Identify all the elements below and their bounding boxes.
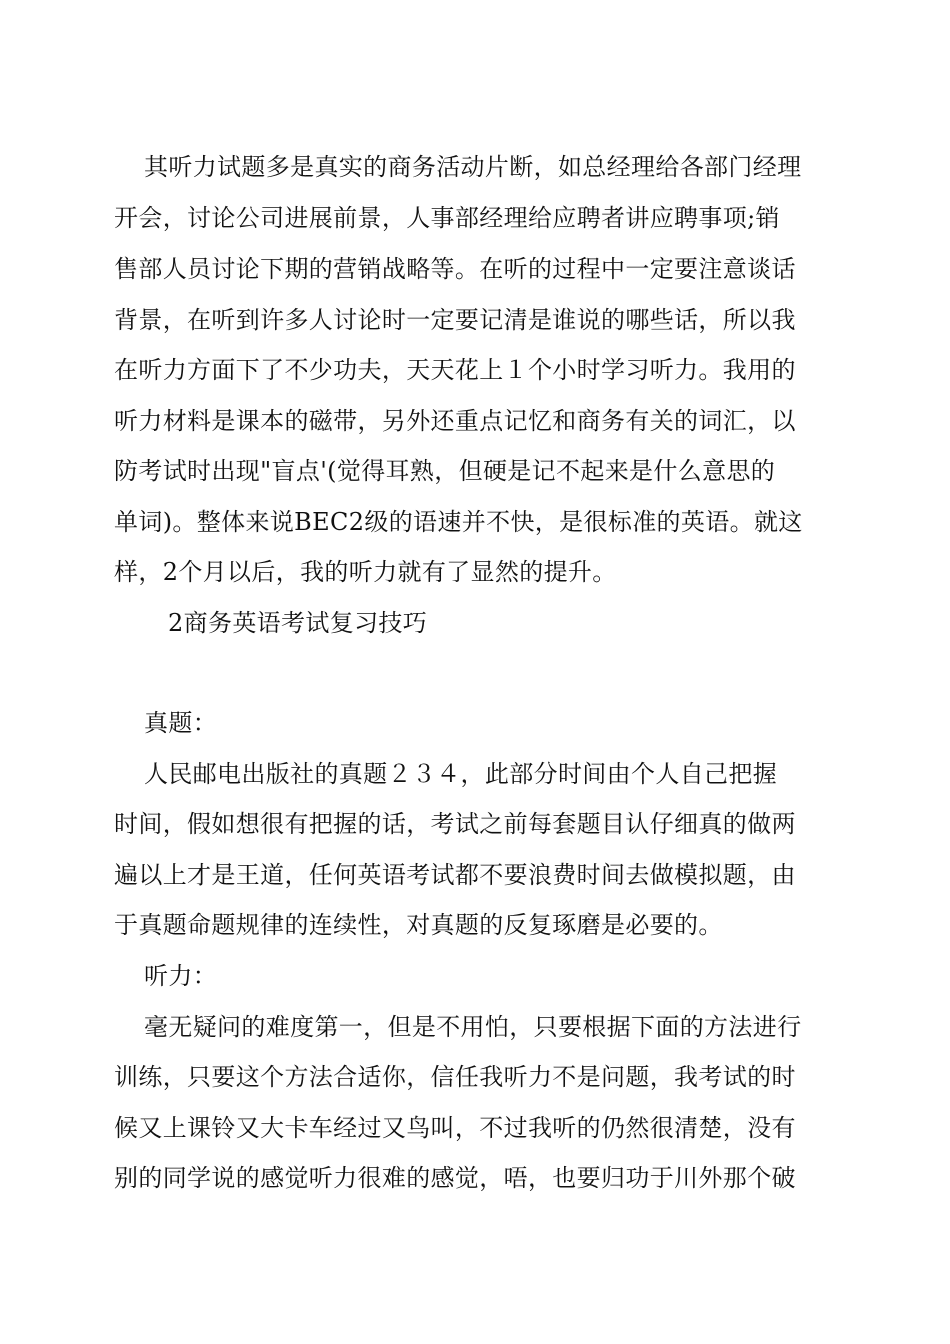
paragraph-line: 别的同学说的感觉听力很难的感觉，唔，也要归功于川外那个破 — [114, 1164, 796, 1192]
paragraph-line: 防考试时出现"盲点'(觉得耳熟，但硬是记不起来是什么意思的 — [114, 457, 776, 485]
paragraph-line: 开会，讨论公司进展前景，人事部经理给应聘者讲应聘事项;销 — [114, 204, 780, 232]
paragraph-line: 候又上课铃又大卡车经过又鸟叫，不过我听的仍然很清楚，没有 — [114, 1114, 796, 1142]
real-exam-heading: 真题： — [144, 709, 218, 737]
paragraph-line: 于真题命题规律的连续性，对真题的反复琢磨是必要的。 — [114, 911, 723, 939]
paragraph-line: 遍以上才是王道，任何英语考试都不要浪费时间去做模拟题，由 — [114, 861, 796, 889]
paragraph-line: 背景，在听到许多人讨论时一定要记清是谁说的哪些话，所以我 — [114, 306, 796, 334]
paragraph-line: 样，2个月以后，我的听力就有了显然的提升。 — [114, 558, 617, 586]
paragraph-line: 毫无疑问的难度第一，但是不用怕，只要根据下面的方法进行 — [144, 1013, 802, 1041]
section-heading: 2商务英语考试复习技巧 — [168, 609, 428, 637]
paragraph-line: 其听力试题多是真实的商务活动片断，如总经理给各部门经理 — [144, 153, 802, 181]
paragraph-line: 在听力方面下了不少功夫，天天花上１个小时学习听力。我用的 — [114, 356, 796, 384]
paragraph-line: 听力材料是课本的磁带，另外还重点记忆和商务有关的词汇，以 — [114, 407, 796, 435]
paragraph-line: 人民邮电出版社的真题２３４，此部分时间由个人自己把握 — [144, 760, 778, 788]
paragraph-line: 售部人员讨论下期的营销战略等。在听的过程中一定要注意谈话 — [114, 255, 796, 283]
paragraph-line: 时间，假如想很有把握的话，考试之前每套题目认仔细真的做两 — [114, 810, 796, 838]
paragraph-line: 训练，只要这个方法合适你，信任我听力不是问题，我考试的时 — [114, 1063, 796, 1091]
paragraph-line: 单词)。整体来说BEC2级的语速并不快，是很标准的英语。就这 — [114, 508, 803, 536]
listening-heading: 听力： — [144, 962, 218, 990]
